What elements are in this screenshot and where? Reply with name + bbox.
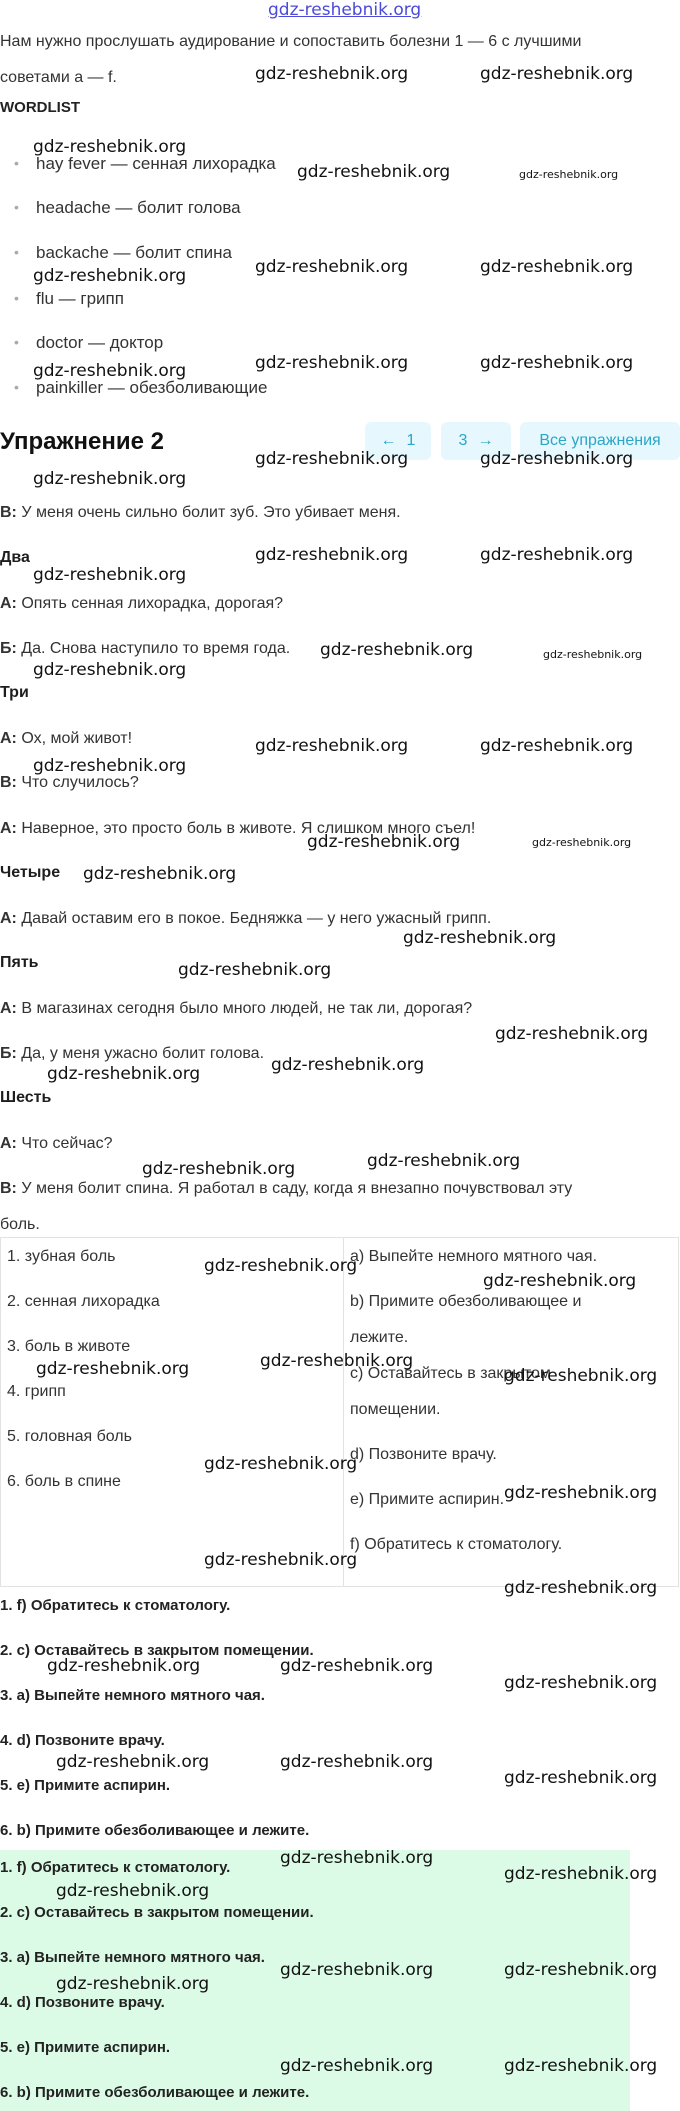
dialogue-heading: Три bbox=[0, 684, 29, 701]
watermark: gdz-reshebnik.org bbox=[255, 736, 409, 756]
watermark: gdz-reshebnik.org bbox=[504, 1673, 658, 1693]
watermark: gdz-reshebnik.org bbox=[504, 2056, 658, 2076]
watermark: gdz-reshebnik.org bbox=[480, 545, 634, 565]
advice-item: e) Примите аспирин. bbox=[350, 1491, 505, 1508]
ailment-item: 3. боль в животе bbox=[7, 1338, 131, 1355]
dialogue-heading: Пять bbox=[0, 954, 39, 971]
arrow-left-icon: ← bbox=[380, 432, 397, 449]
dialogue-line: А: Ох, мой живот! bbox=[0, 730, 133, 747]
ailment-item: 1. зубная боль bbox=[7, 1248, 116, 1265]
watermark: gdz-reshebnik.org bbox=[480, 353, 634, 373]
answer-line-highlight: 6. b) Примите обезболивающее и лежите. bbox=[0, 2084, 310, 2101]
dialogue-heading: Два bbox=[0, 549, 30, 566]
answer-line: 4. d) Позвоните врачу. bbox=[0, 1732, 165, 1749]
advice-item: c) Оставайтесь в закрытом bbox=[350, 1365, 551, 1382]
all-exercises-label: Все упражнения bbox=[539, 432, 661, 449]
watermark: gdz-reshebnik.org bbox=[480, 449, 634, 469]
watermark: gdz-reshebnik.org bbox=[504, 1578, 658, 1598]
dialogue-line: А: Опять сенная лихорадка, дорогая? bbox=[0, 595, 284, 612]
watermark: gdz-reshebnik.org bbox=[367, 1151, 521, 1171]
watermark: gdz-reshebnik.org bbox=[495, 1024, 649, 1044]
prev-exercise-label: 1 bbox=[406, 432, 416, 449]
watermark: gdz-reshebnik.org bbox=[33, 137, 187, 157]
dialogue-line: Б: Да, у меня ужасно болит голова. bbox=[0, 1045, 265, 1062]
ailment-item: 6. боль в спине bbox=[7, 1473, 121, 1490]
watermark: gdz-reshebnik.org bbox=[271, 1055, 425, 1075]
answer-line-highlight: 3. a) Выпейте немного мятного чая. bbox=[0, 1949, 265, 1966]
watermark: gdz-reshebnik.org bbox=[480, 257, 634, 277]
dialogue-line-continued: боль. bbox=[0, 1216, 40, 1233]
watermark: gdz-reshebnik.org bbox=[255, 449, 409, 469]
exercise-title: Упражнение 2 bbox=[0, 428, 164, 455]
advice-item: a) Выпейте немного мятного чая. bbox=[350, 1248, 598, 1265]
watermark: gdz-reshebnik.org bbox=[480, 64, 634, 84]
answer-line: 2. c) Оставайтесь в закрытом помещении. bbox=[0, 1642, 314, 1659]
advice-item: f) Обратитесь к стоматологу. bbox=[350, 1536, 563, 1553]
watermark: gdz-reshebnik.org bbox=[297, 162, 451, 182]
dialogue-line: А: Наверное, это просто боль в животе. Я слишком много съел! bbox=[0, 820, 476, 837]
watermark: gdz-reshebnik.org bbox=[33, 565, 187, 585]
watermark: gdz-reshebnik.org bbox=[280, 1960, 434, 1980]
watermark: gdz-reshebnik.org bbox=[33, 756, 187, 776]
wordlist-item: • backache — болит спина bbox=[36, 243, 232, 263]
dialogue-line: А: Давай оставим его в покое. Бедняжка — у него ужасный грипп. bbox=[0, 910, 492, 927]
watermark: gdz-reshebnik.org bbox=[36, 1359, 190, 1379]
dialogue-heading: Четыре bbox=[0, 864, 61, 881]
watermark: gdz-reshebnik.org bbox=[255, 257, 409, 277]
ailment-item: 4. грипп bbox=[7, 1383, 66, 1400]
ailments-column bbox=[1, 1238, 344, 1587]
watermark: gdz-reshebnik.org bbox=[255, 353, 409, 373]
watermark: gdz-reshebnik.org bbox=[204, 1454, 358, 1474]
watermark: gdz-reshebnik.org bbox=[33, 469, 187, 489]
dialogue-line: Б: Да. Снова наступило то время года. bbox=[0, 640, 291, 657]
answer-line-highlight: 4. d) Позвоните врачу. bbox=[0, 1994, 165, 2011]
answer-line-highlight: 1. f) Обратитесь к стоматологу. bbox=[0, 1859, 231, 1876]
watermark: gdz-reshebnik.org bbox=[204, 1550, 358, 1570]
answer-line-highlight: 5. e) Примите аспирин. bbox=[0, 2039, 171, 2056]
watermark: gdz-reshebnik.org bbox=[480, 736, 634, 756]
advice-item-continued: лежите. bbox=[350, 1329, 409, 1346]
watermark: gdz-reshebnik.org bbox=[47, 1064, 201, 1084]
wordlist-title: WORDLIST bbox=[0, 99, 80, 116]
watermark: gdz-reshebnik.org bbox=[543, 648, 643, 661]
watermark: gdz-reshebnik.org bbox=[320, 640, 474, 660]
top-watermark-link[interactable]: gdz-reshebnik.org bbox=[268, 0, 422, 20]
dialogue-line: В: У меня очень сильно болит зуб. Это убивает меня. bbox=[0, 504, 401, 521]
wordlist-item: • painkiller — обезболивающие bbox=[36, 378, 267, 398]
watermark: gdz-reshebnik.org bbox=[280, 1848, 434, 1868]
answer-line: 1. f) Обратитесь к стоматологу. bbox=[0, 1597, 231, 1614]
dialogue-line: А: Что сейчас? bbox=[0, 1135, 113, 1152]
dialogue-line: А: В магазинах сегодня было много людей, не так ли, дорогая? bbox=[0, 1000, 473, 1017]
watermark: gdz-reshebnik.org bbox=[280, 1752, 434, 1772]
advice-item: d) Позвоните врачу. bbox=[350, 1446, 497, 1463]
watermark: gdz-reshebnik.org bbox=[255, 64, 409, 84]
watermark: gdz-reshebnik.org bbox=[142, 1159, 296, 1179]
watermark: gdz-reshebnik.org bbox=[56, 1881, 210, 1901]
watermark: gdz-reshebnik.org bbox=[403, 928, 557, 948]
watermark: gdz-reshebnik.org bbox=[504, 1768, 658, 1788]
wordlist-item: • flu — грипп bbox=[36, 289, 124, 309]
watermark: gdz-reshebnik.org bbox=[33, 266, 187, 286]
arrow-right-icon: → bbox=[477, 432, 494, 449]
watermark: gdz-reshebnik.org bbox=[483, 1271, 637, 1291]
wordlist-item: • headache — болит голова bbox=[36, 198, 241, 218]
answer-line: 3. a) Выпейте немного мятного чая. bbox=[0, 1687, 265, 1704]
watermark: gdz-reshebnik.org bbox=[33, 361, 187, 381]
watermark: gdz-reshebnik.org bbox=[280, 2056, 434, 2076]
advice-item: b) Примите обезболивающее и bbox=[350, 1293, 582, 1310]
watermark: gdz-reshebnik.org bbox=[504, 1483, 658, 1503]
watermark: gdz-reshebnik.org bbox=[504, 1864, 658, 1884]
watermark: gdz-reshebnik.org bbox=[280, 1656, 434, 1676]
ailment-item: 2. сенная лихорадка bbox=[7, 1293, 160, 1310]
watermark: gdz-reshebnik.org bbox=[47, 1656, 201, 1676]
wordlist-item: • hay fever — сенная лихорадка bbox=[36, 154, 276, 174]
watermark: gdz-reshebnik.org bbox=[532, 836, 632, 849]
answer-line: 6. b) Примите обезболивающее и лежите. bbox=[0, 1822, 310, 1839]
watermark: gdz-reshebnik.org bbox=[504, 1366, 658, 1386]
watermark: gdz-reshebnik.org bbox=[56, 1974, 210, 1994]
dialogue-line: В: У меня болит спина. Я работал в саду, когда я внезапно почувствовал эту bbox=[0, 1180, 573, 1197]
intro-line-1: Нам нужно прослушать аудирование и сопоставить болезни 1 — 6 с лучшими bbox=[0, 33, 582, 50]
dialogue-line: В: Что случилось? bbox=[0, 774, 139, 791]
watermark: gdz-reshebnik.org bbox=[178, 960, 332, 980]
watermark: gdz-reshebnik.org bbox=[260, 1351, 414, 1371]
watermark: gdz-reshebnik.org bbox=[33, 660, 187, 680]
watermark: gdz-reshebnik.org bbox=[255, 545, 409, 565]
watermark: gdz-reshebnik.org bbox=[204, 1256, 358, 1276]
wordlist-item: • doctor — доктор bbox=[36, 333, 163, 353]
watermark: gdz-reshebnik.org bbox=[307, 832, 461, 852]
next-exercise-label: 3 bbox=[458, 432, 468, 449]
advice-item-continued: помещении. bbox=[350, 1401, 441, 1418]
watermark: gdz-reshebnik.org bbox=[83, 864, 237, 884]
answer-line-highlight: 2. c) Оставайтесь в закрытом помещении. bbox=[0, 1904, 314, 1921]
intro-line-2: советами a — f. bbox=[0, 69, 117, 86]
watermark: gdz-reshebnik.org bbox=[504, 1960, 658, 1980]
answer-line: 5. e) Примите аспирин. bbox=[0, 1777, 171, 1794]
watermark: gdz-reshebnik.org bbox=[56, 1752, 210, 1772]
dialogue-heading: Шесть bbox=[0, 1089, 52, 1106]
watermark: gdz-reshebnik.org bbox=[519, 168, 619, 181]
ailment-item: 5. головная боль bbox=[7, 1428, 132, 1445]
